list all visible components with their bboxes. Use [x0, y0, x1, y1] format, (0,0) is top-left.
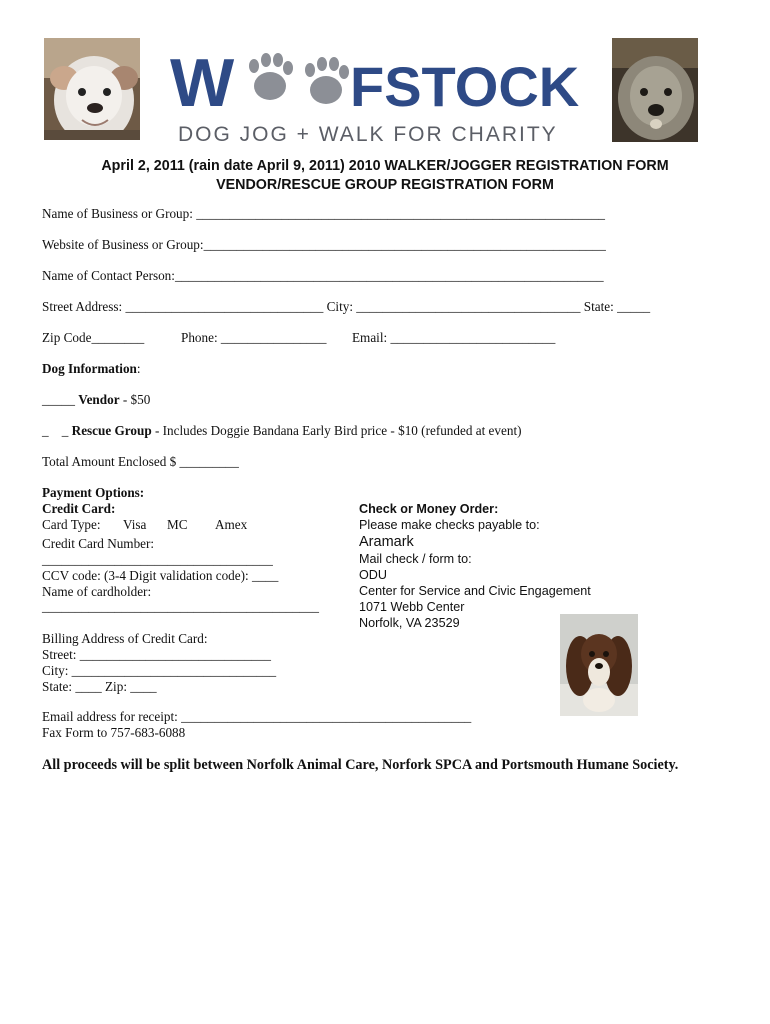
billing-state-zip-field[interactable]: State: ____ Zip: ____ — [42, 679, 157, 694]
rescue-group-option[interactable] — [42, 423, 522, 438]
mail-address: 1071 Webb Center — [359, 600, 465, 614]
logo-title-right: FSTOCK — [350, 55, 580, 118]
spaniel-photo — [560, 614, 638, 716]
page-title: April 2, 2011 (rain date April 9, 2011) 2010 WALKER/JOGGER REGISTRATION FORM — [101, 158, 669, 174]
billing-address-label: Billing Address of Credit Card: — [42, 631, 208, 646]
rescue-label: Rescue Group — [71, 423, 152, 438]
billing-city-field[interactable]: City: _______________________________ — [42, 663, 277, 678]
vendor-label: Vendor — [78, 392, 120, 407]
shaggy-dog-photo — [612, 38, 698, 142]
check-heading: Check or Money Order: — [359, 502, 499, 516]
website-field[interactable]: Website of Business or Group:_____________________________________________________________ — [42, 237, 606, 252]
card-type-visa[interactable]: Visa — [123, 517, 147, 532]
contact-person-field[interactable]: Name of Contact Person:_________________________________________________________________ — [42, 268, 604, 283]
dog-info-colon: : — [136, 361, 141, 376]
street-city-state-field[interactable]: Street Address: ______________________________ City: __________________________________ State: _____ — [42, 299, 651, 314]
phone-field[interactable]: Phone: ________________ — [181, 330, 327, 345]
vendor-blank[interactable]: _____ — [42, 392, 75, 407]
mail-org: ODU — [359, 568, 387, 582]
proceeds-statement: All proceeds will be split between Norfolk Animal Care, Norfork SPCA and Portsmouth Humane Society. — [42, 757, 679, 773]
mail-city: Norfolk, VA 23529 — [359, 616, 460, 630]
page-subtitle: VENDOR/RESCUE GROUP REGISTRATION FORM — [216, 177, 554, 193]
bulldog-photo — [44, 38, 140, 140]
billing-street-field[interactable]: Street: _____________________________ — [42, 647, 271, 662]
credit-card-heading: Credit Card: — [42, 501, 116, 516]
ccv-field[interactable]: CCV code: (3-4 Digit validation code): ____ — [42, 568, 279, 583]
mail-center: Center for Service and Civic Engagement — [359, 584, 591, 598]
check-payable-label: Please make checks payable to: — [359, 518, 540, 532]
card-type-mc[interactable]: MC — [167, 517, 188, 532]
dog-information-heading — [42, 361, 141, 376]
card-type-amex[interactable]: Amex — [215, 517, 248, 532]
card-number-field[interactable]: ___________________________________ — [42, 552, 273, 567]
dog-info-label: Dog Information — [42, 361, 137, 376]
receipt-email-field[interactable]: Email address for receipt: ____________________________________________ — [42, 709, 472, 724]
paw-print-icon — [305, 57, 349, 104]
logo-title-left: W — [170, 45, 235, 121]
payment-options-heading: Payment Options: — [42, 485, 145, 500]
fax-info: Fax Form to 757-683-6088 — [42, 725, 186, 740]
card-number-label: Credit Card Number: — [42, 536, 155, 551]
vendor-price: - $50 — [119, 392, 151, 407]
rescue-blank[interactable]: _ _ — [42, 423, 69, 438]
rescue-description: - Includes Doggie Bandana Early Bird price - $10 (refunded at event) — [151, 423, 522, 438]
woofstock-logo — [168, 42, 588, 150]
logo-tagline: DOG JOG + WALK FOR CHARITY — [178, 123, 558, 146]
vendor-option[interactable] — [42, 392, 150, 407]
card-type-label: Card Type: — [42, 517, 101, 532]
paw-print-icon — [249, 53, 293, 100]
business-name-field[interactable]: Name of Business or Group: ______________________________________________________________ — [42, 206, 606, 221]
total-amount-field[interactable]: Total Amount Enclosed $ _________ — [42, 454, 239, 469]
cardholder-field[interactable]: __________________________________________ — [42, 599, 319, 614]
zip-field[interactable]: Zip Code________ — [42, 330, 145, 345]
cardholder-label: Name of cardholder: — [42, 584, 152, 599]
mail-instructions: Mail check / form to: — [359, 552, 472, 566]
check-payee: Aramark — [359, 534, 414, 550]
email-field[interactable]: Email: _________________________ — [352, 330, 556, 345]
